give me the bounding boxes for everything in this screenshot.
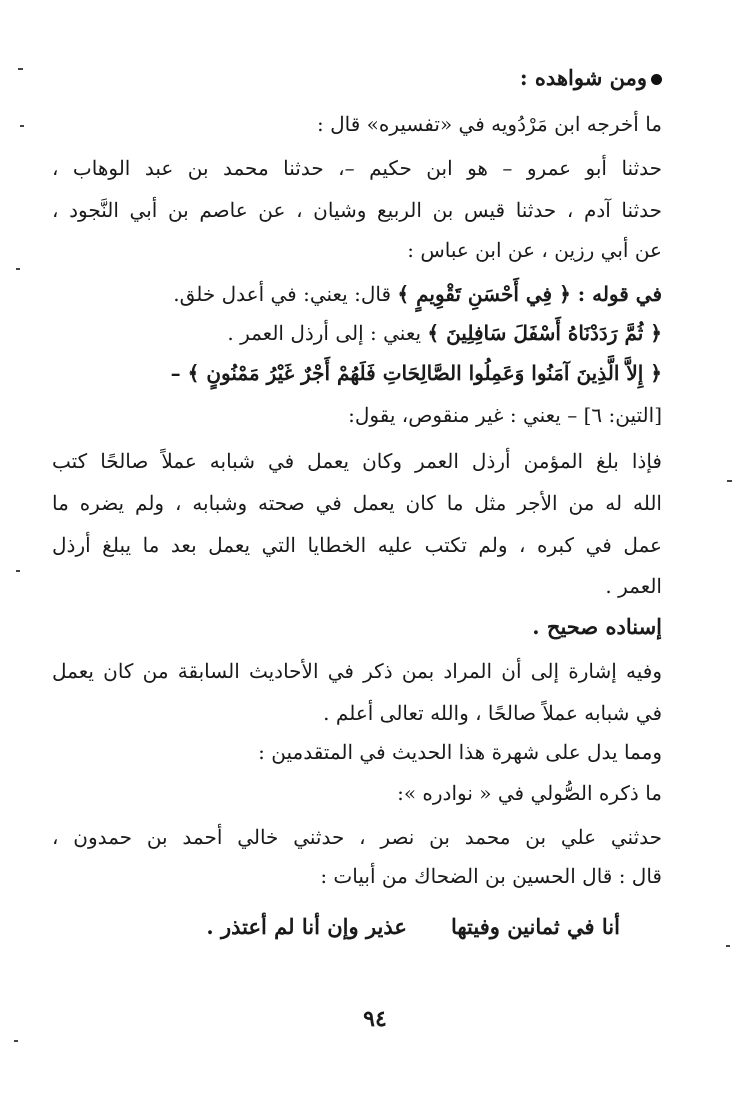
text-line <box>52 279 662 309</box>
quran-verse: ﴿ ثُمَّ رَدَدْنَاهُ أَسْفَلَ سَافِلِينَ ﴾ <box>427 321 662 345</box>
text-line: عمل في كبره ، ولم تكتب عليه الخطايا التي يعمل بعد ما يبلغ أرذل <box>52 533 662 557</box>
text-line <box>52 318 662 348</box>
poem-verse <box>10 912 620 942</box>
text-line: حدثني علي بن محمد بن نصر ، حدثني خالي أحمد بن حمدون ، <box>52 825 662 849</box>
poem-hemistich-2: عذير وإن أنا لم أعتذر . <box>206 914 407 939</box>
text-line: قال : قال الحسين بن الضحاك من أبيات : <box>320 864 662 888</box>
scan-speck <box>16 268 20 270</box>
quran-verse: ﴿ إِلاَّ الَّذِينَ آمَنُوا وَعَمِلُوا الصَّالِحَاتِ فَلَهُمْ أَجْرٌ غَيْرُ مَمْنُونٍ ﴾ – <box>170 361 662 385</box>
text-line: الله له من الأجر مثل ما كان يعمل في صحته وشبابه ، ولم يضره ما <box>52 491 662 515</box>
scan-speck <box>18 68 23 70</box>
poem-hemistich-1: أنا في ثمانين وفيتها <box>450 914 620 939</box>
scan-speck <box>726 945 730 947</box>
text-line: حدثنا أبو عمرو – هو ابن حكيم –، حدثنا محمد بن عبد الوهاب ، <box>52 156 662 180</box>
scan-speck <box>16 570 20 572</box>
text-line: عن أبي رزين ، عن ابن عباس : <box>407 238 662 262</box>
text-line: ومما يدل على شهرة هذا الحديث في المتقدمين : <box>258 740 662 764</box>
scan-speck <box>14 1040 18 1042</box>
verse-commentary: يعني : إلى أرذل العمر . <box>227 321 428 345</box>
text-line: حدثنا آدم ، حدثنا قيس بن الربيع وشيان ، عن عاصم بن أبي النَّجود ، <box>52 198 662 222</box>
bullet-icon <box>651 74 662 85</box>
text-line: وفيه إشارة إلى أن المراد بمن ذكر في الأحاديث السابقة من كان يعمل <box>52 659 662 683</box>
page-number: ٩٤ <box>363 1006 387 1032</box>
isnad-verdict: إسناده صحيح . <box>532 614 662 639</box>
text-line: العمر . <box>605 574 662 598</box>
text-line: ما ذكره الصُّولي في « نوادره »: <box>397 781 662 805</box>
verse-commentary: قال: يعني: في أعدل خلق. <box>173 282 398 306</box>
quran-verse: في قوله : ﴿ فِي أَحْسَنِ تَقْوِيمٍ ﴾ <box>397 282 662 306</box>
text-line: ما أخرجه ابن مَرْدُويه في «تفسيره» قال : <box>317 112 662 136</box>
section-heading: ومن شواهده : <box>52 63 662 93</box>
text-line: في شبابه عملاً صالحًا ، والله تعالى أعلم . <box>323 701 662 725</box>
text-line: [التين: ٦] – يعني : غير منقوص، يقول: <box>348 403 662 427</box>
scan-speck <box>727 480 732 482</box>
scan-speck <box>20 125 24 127</box>
text-line: فإذا بلغ المؤمن أرذل العمر وكان يعمل في شبابه عملاً صالحًا كتب <box>52 449 662 473</box>
